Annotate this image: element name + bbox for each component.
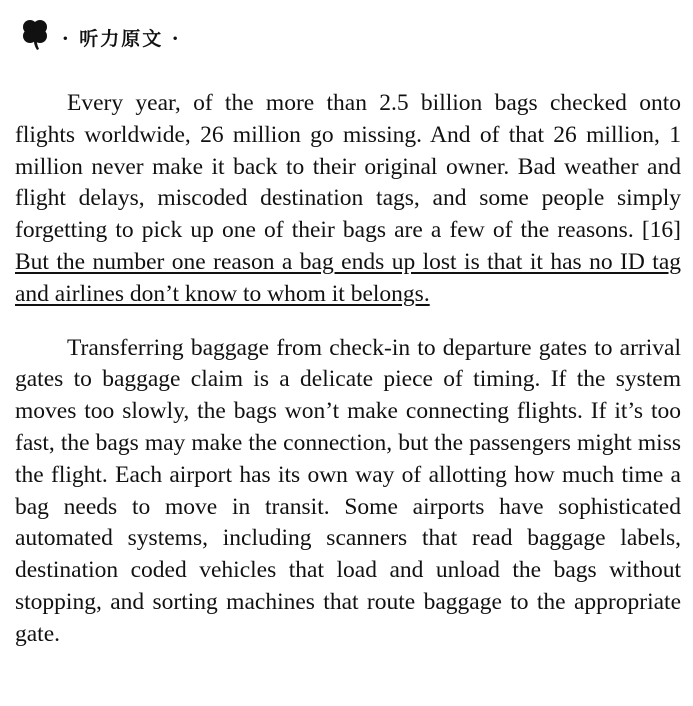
clover-icon [18,17,52,51]
section-header [18,16,180,51]
question-marker: [16] [641,217,681,244]
transcript-body [15,88,681,651]
paragraph-2: Transferring baggage from check-in to departure gates to arrival gates to baggage claim is a delicate piece of timing. If the system moves too slowly, the bags won’t make connecting flights. If it’s too fast, the bags may make the connection, but the passengers might miss the flight. Each airport has its own way of allotting how much time a bag needs to move in transit. Some airports have sophisticated automated systems, including scanners that read baggage labels, destination coded vehicles that load and unload the bags without stopping, and sorting machines that route baggage to the appropriate gate. [15,334,681,647]
paragraph-1-text: Every year, of the more than 2.5 billion bags checked onto flights worldwide, 26 million go missing. And of that 26 million, 1 million never make it back to their original owner. Bad weather and flight delays, miscoded destination tags, and some people simply forgetting to pick up one of their bags are a few of the reasons. [15,90,681,244]
paragraph-1 [15,88,681,311]
underlined-answer-sentence: But the number one reason a bag ends up lost is that it has no ID tag and airlines don’t know to whom it belongs. [15,248,681,307]
section-title: · 听力原文 · [62,28,181,50]
